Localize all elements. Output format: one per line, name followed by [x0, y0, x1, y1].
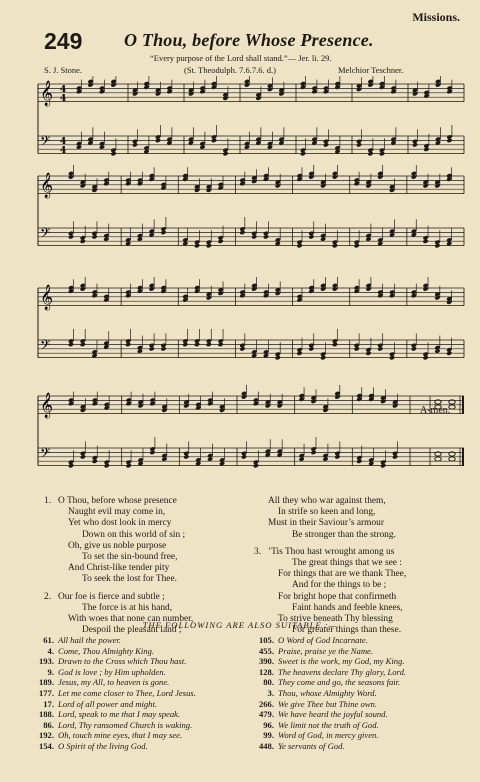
suitable-hymn-title: Ye servants of God. — [278, 740, 345, 751]
note-head — [296, 351, 302, 356]
suitable-hymn-item — [28, 709, 196, 720]
note-head — [110, 151, 116, 156]
verse-text: In strife so keen and long, — [278, 507, 376, 518]
music-score — [0, 76, 480, 481]
note-head — [68, 463, 74, 468]
suitable-hymn-item — [248, 699, 406, 710]
verse-text: Must in their Saviour’s armour — [268, 518, 384, 529]
suitable-hymn-number: 189. — [38, 677, 54, 688]
suitable-hymn-title: Oh, touch mine eyes, that I may see. — [58, 730, 183, 741]
verse — [268, 496, 406, 541]
suitable-hymn-title: Sweet is the work, my God, my King. — [278, 656, 405, 667]
verse-line — [58, 552, 193, 563]
verse-line — [254, 547, 406, 558]
suitable-hymn-number: 4. — [47, 645, 54, 656]
note-head — [218, 239, 224, 244]
verse-text: Down on this world of sin ; — [82, 529, 186, 540]
suitable-hymn-number: 96. — [263, 719, 274, 730]
treble-clef-icon: 𝄞 — [40, 285, 54, 310]
suitable-hymn-number: 448. — [258, 740, 274, 751]
suitable-hymn-number: 105. — [258, 635, 274, 645]
suitable-hymn-number: 266. — [258, 698, 274, 709]
note-head — [206, 342, 212, 347]
time-signature-bottom: 4 — [60, 146, 67, 156]
suitable-hymn-number: 80. — [263, 677, 274, 688]
verse-text: O Thou, before whose presence — [58, 496, 177, 506]
suitable-hymn-item — [28, 635, 196, 646]
note-head — [160, 346, 166, 351]
note-head — [434, 243, 440, 248]
verse-text: For greater things than these. — [292, 625, 402, 636]
note-head — [218, 342, 224, 347]
suitable-hymn-title: Jesus, my All, to heaven is gone. — [58, 677, 170, 688]
bass-clef-icon: 𝄢 — [40, 133, 51, 152]
suitable-hymn-number: 3. — [267, 687, 274, 698]
suitable-hymn-number: 479. — [258, 709, 274, 720]
hymn-title: O Thou, before Whose Presence. — [124, 30, 374, 50]
note-head — [126, 463, 132, 468]
whole-note — [449, 457, 455, 461]
suitable-hymn-title: All hail the power. — [58, 635, 122, 645]
amen-label: A-men. — [420, 405, 451, 416]
suitable-hymn-item — [28, 741, 196, 752]
suitable-hymn-title: They come and go, the seasons fair. — [278, 677, 401, 688]
note-head — [308, 234, 314, 239]
note-head — [80, 239, 86, 244]
verse-line — [58, 530, 193, 541]
note-head — [423, 355, 429, 360]
note-head — [206, 243, 212, 248]
verse-line — [268, 592, 406, 603]
suitable-hymn-item — [28, 720, 196, 731]
suitable-hymn-number: 86. — [43, 719, 54, 730]
also-suitable-heading: THE FOLLOWING ARE ALSO SUITABLE :— — [142, 620, 338, 630]
note-head — [104, 463, 110, 468]
verse-text: For things that are we thank Thee, — [278, 569, 407, 580]
suitable-hymn-number: 193. — [38, 656, 54, 667]
note-head — [423, 239, 429, 244]
suitable-hymn-item — [28, 730, 196, 741]
suitable-hymn-number: 17. — [43, 698, 54, 709]
note-head — [80, 454, 86, 459]
suitable-hymn-item — [28, 646, 196, 657]
note-head — [412, 142, 418, 147]
suitable-hymn-item — [248, 688, 406, 699]
section-label: Missions. — [412, 10, 460, 24]
note-head — [194, 243, 200, 248]
verse-line — [268, 518, 406, 529]
scripture-epigraph: “Every purpose of the Lord shall stand.”— Jer. li. 29. — [150, 53, 332, 63]
note-head — [356, 142, 362, 147]
note-head — [411, 346, 417, 351]
note-head — [365, 351, 371, 356]
note-head — [377, 346, 383, 351]
verse-line — [58, 541, 193, 552]
note-head — [253, 463, 259, 468]
suitable-hymn-item — [248, 646, 406, 657]
verse — [44, 496, 193, 586]
verse-number: 3. — [254, 546, 262, 557]
verse-text: Faint hands and feeble knees, — [292, 602, 403, 613]
verse-line — [268, 580, 406, 591]
suitable-hymn-number: 9. — [47, 666, 54, 677]
verse-line — [268, 496, 406, 507]
time-signature-bottom: 4 — [60, 94, 67, 104]
verse-text: To seek the lost for Thee. — [82, 574, 177, 585]
composer-credit: Melchior Teschner. — [338, 65, 404, 75]
note-head — [423, 147, 429, 152]
suitable-hymn-item — [248, 667, 406, 678]
suitable-hymn-title: Lord, speak to me that I may speak. — [58, 709, 181, 720]
verse-line — [44, 496, 193, 507]
note-head — [356, 459, 362, 464]
note-head — [149, 346, 155, 351]
note-head — [160, 230, 166, 235]
suitable-hymn-title: Lord, Thy ransomed Church is waking. — [58, 719, 193, 730]
suitable-hymn-item — [28, 667, 196, 678]
suitable-hymn-item — [28, 699, 196, 710]
note-head — [308, 346, 314, 351]
note-head — [446, 351, 452, 356]
note-head — [91, 234, 97, 239]
suitable-hymn-number: 390. — [258, 656, 274, 667]
note-head — [239, 346, 245, 351]
note-head — [310, 450, 316, 455]
note-head — [446, 138, 452, 143]
time-signature-top: 4 — [60, 137, 67, 147]
note-head — [354, 243, 360, 248]
treble-clef-icon: 𝄞 — [40, 393, 54, 418]
note-head — [211, 138, 217, 143]
suitable-hymn-title: Thou, whose Almighty Word. — [278, 687, 377, 698]
treble-clef-icon: 𝄞 — [40, 81, 54, 106]
verse-line — [58, 518, 193, 529]
note-head — [194, 342, 200, 347]
note-head — [367, 151, 373, 156]
verse-text: Despoil the pleasant land ; — [82, 625, 182, 636]
verse-line — [58, 563, 193, 574]
whole-note — [435, 457, 441, 461]
suitable-hymn-number: 188. — [38, 709, 54, 720]
note-head — [332, 243, 338, 248]
verse-text: To strive beneath Thy blessing — [278, 614, 393, 625]
bass-clef-icon: 𝄢 — [40, 445, 51, 464]
suitable-hymn-item — [248, 730, 406, 741]
suitable-hymn-title: We limit not the truth of God. — [278, 719, 379, 730]
verse-line — [268, 530, 406, 541]
verse-number: 2. — [44, 591, 52, 602]
suitable-hymn-item — [248, 635, 406, 646]
note-head — [251, 234, 257, 239]
verse-text: For bright hope that confirmeth — [278, 591, 397, 602]
verse-text: Our foe is fierce and subtle ; — [58, 591, 165, 602]
bass-clef-icon: 𝄢 — [40, 225, 51, 244]
suitable-hymn-title: Lord of all power and might. — [58, 698, 157, 709]
verse-text: Oh, give us noble purpose — [68, 540, 167, 551]
verse-text: ’Tis Thou hast wrought among us — [268, 546, 395, 557]
note-head — [155, 138, 161, 143]
note-head — [354, 346, 360, 351]
verse-text: Naught evil may come in, — [68, 507, 166, 518]
note-head — [68, 234, 74, 239]
note-head — [149, 450, 155, 455]
verse-line — [58, 603, 193, 614]
verse-line — [44, 592, 193, 603]
suitable-hymn-title: Word of God, in mercy given. — [278, 730, 379, 741]
suitable-hymn-number: 154. — [38, 740, 54, 751]
note-head — [182, 342, 188, 347]
tune-credit: (St. Theodulph. 7.6.7.6. d.) — [184, 65, 276, 75]
verse-line — [268, 558, 406, 569]
note-head — [68, 342, 74, 347]
suitable-hymn-title: O Spirit of the living God. — [58, 740, 148, 751]
verse-line — [268, 507, 406, 518]
verse-text: To set the sin-bound free, — [82, 552, 178, 563]
suitable-hymn-item — [248, 656, 406, 667]
suitable-hymn-number: 128. — [258, 666, 274, 677]
suitable-hymn-item — [248, 677, 406, 688]
note-head — [323, 142, 329, 147]
suitable-list-left — [28, 635, 196, 752]
note-head — [380, 463, 386, 468]
suitable-hymn-item — [248, 709, 406, 720]
verse-text: The force is at his hand, — [82, 602, 173, 613]
note-head — [296, 243, 302, 248]
note-head — [241, 454, 247, 459]
suitable-hymn-number: 177. — [38, 687, 54, 698]
suitable-list-right — [248, 635, 406, 752]
verse-line — [58, 574, 193, 585]
verse-text: All they who war against them, — [268, 496, 386, 506]
verse-text: Be stronger than the strong. — [292, 529, 396, 540]
suitable-hymn-title: We have heard the joyful sound. — [278, 709, 388, 720]
verse-text: And Christ-like tender pity — [68, 563, 170, 574]
note-head — [80, 342, 86, 347]
suitable-hymn-title: Drawn to the Cross which Thou hast. — [58, 656, 187, 667]
note-head — [320, 355, 326, 360]
verse-text: And for the things to be ; — [292, 580, 387, 591]
note-head — [222, 151, 228, 156]
note-head — [389, 355, 395, 360]
suitable-hymn-item — [28, 656, 196, 667]
suitable-hymn-item — [28, 688, 196, 699]
suitable-hymn-item — [248, 741, 406, 752]
note-head — [239, 230, 245, 235]
suitable-hymn-title: Praise, praise ye the Name. — [278, 645, 373, 656]
treble-clef-icon: 𝄞 — [40, 173, 54, 198]
suitable-hymn-number: 455. — [258, 645, 274, 656]
suitable-hymn-title: The heavens declare Thy glory, Lord. — [278, 666, 407, 677]
verse-text: The great things that we see : — [292, 558, 402, 569]
suitable-hymn-title: God is love ; by Him upholden. — [58, 666, 166, 677]
note-head — [332, 342, 338, 347]
verse-line — [268, 569, 406, 580]
suitable-hymn-item — [248, 720, 406, 731]
suitable-hymn-title: O Word of God Incarnate. — [278, 635, 368, 645]
note-head — [183, 454, 189, 459]
verse-text: With woes that none can number, — [68, 614, 194, 625]
note-head — [300, 151, 306, 156]
note-head — [379, 151, 385, 156]
bass-clef-icon: 𝄢 — [40, 337, 51, 356]
hymn-number: 249 — [44, 28, 83, 54]
verse-number: 1. — [44, 496, 52, 506]
note-head — [125, 342, 131, 347]
note-head — [275, 355, 281, 360]
verse-text: Yet who dost look in mercy — [68, 518, 172, 529]
suitable-hymn-title: Come, Thou Almighty King. — [58, 645, 155, 656]
note-head — [92, 459, 98, 464]
time-signature-top: 4 — [60, 85, 67, 95]
note-head — [392, 454, 398, 459]
note-head — [334, 454, 340, 459]
note-head — [263, 234, 269, 239]
verse-line — [268, 603, 406, 614]
suitable-hymn-title: We give Thee but Thine own. — [278, 698, 377, 709]
suitable-hymn-number: 99. — [263, 730, 274, 741]
suitable-hymn-item — [28, 677, 196, 688]
verse-line — [58, 507, 193, 518]
author-credit: S. J. Stone. — [44, 65, 83, 75]
suitable-hymn-number: 61. — [43, 635, 54, 645]
suitable-hymn-number: 192. — [38, 730, 54, 741]
suitable-hymn-title: Let me come closer to Thee, Lord Jesus. — [58, 687, 196, 698]
note-head — [132, 142, 138, 147]
